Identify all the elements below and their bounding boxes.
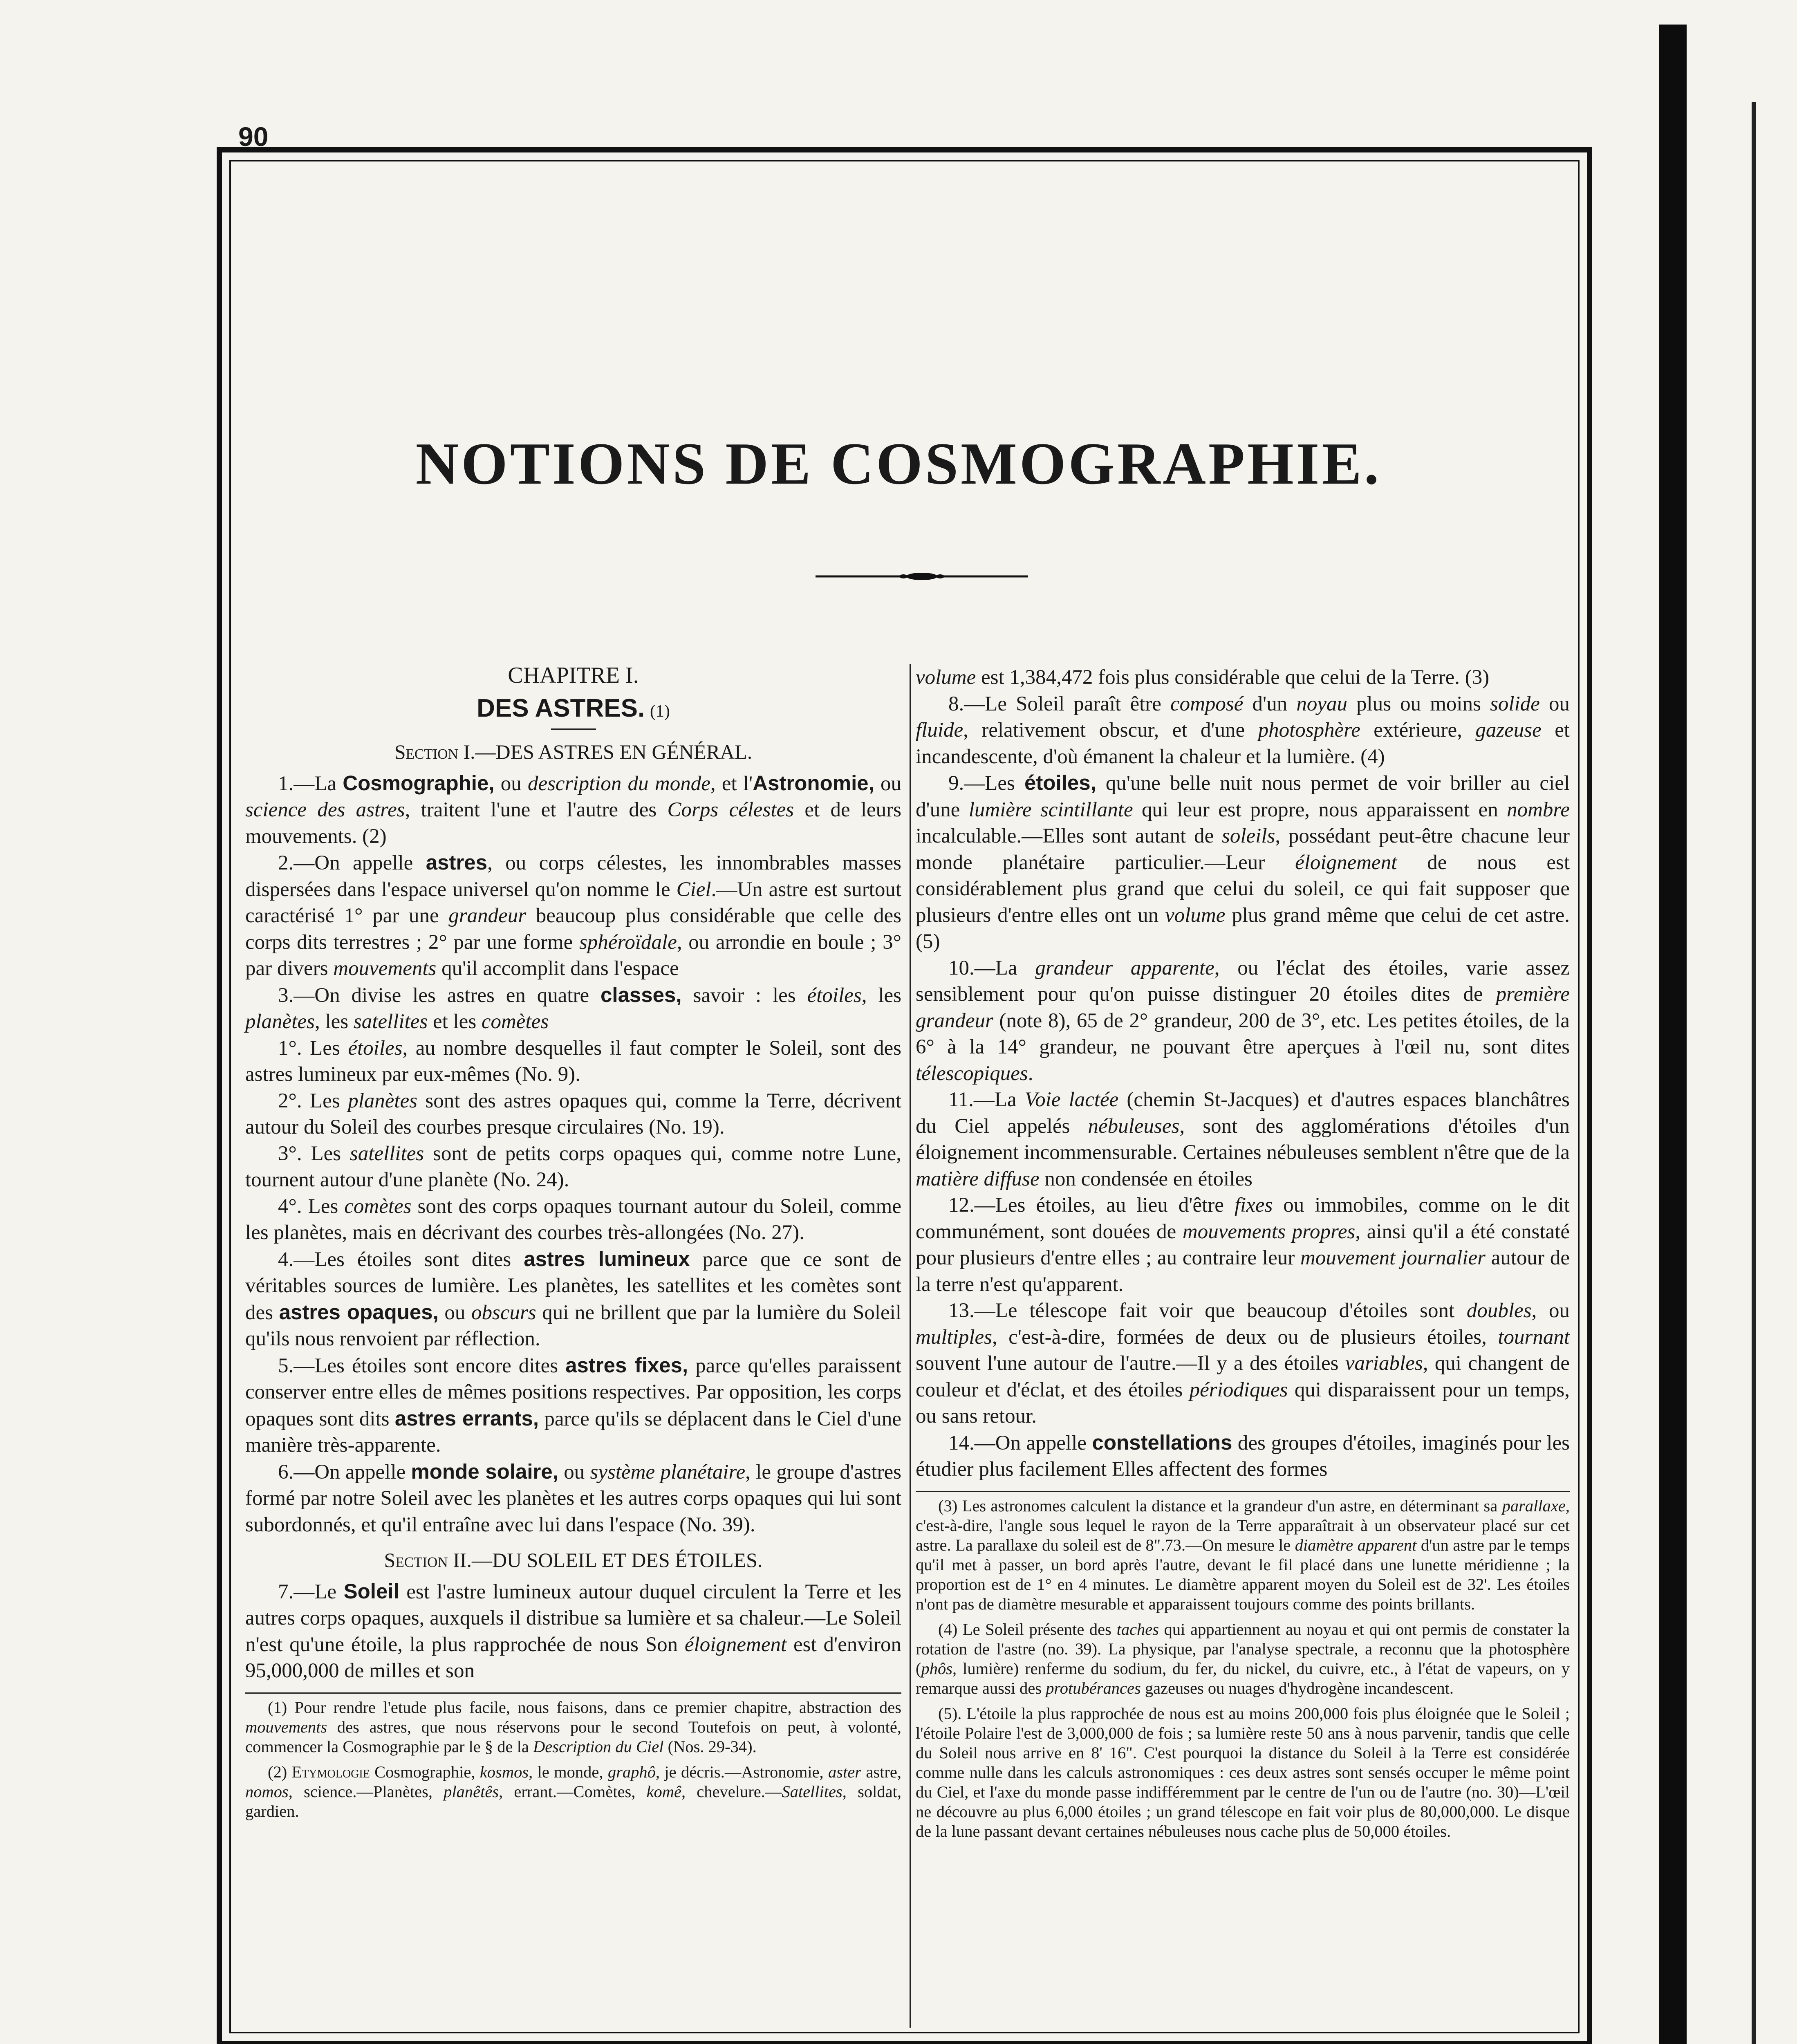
paragraph: 2°. Les planètes sont des astres opaques qui, comme la Terre, décrivent autour du Soleil des courbes presque circulaires (No. 19). xyxy=(245,1089,902,1139)
paragraph: 4°. Les comètes sont des corps opaques tournant autour du Soleil, comme les planètes, mais en décrivant des courbes très-allongées (No. 27). xyxy=(245,1195,901,1244)
chapter-title: DES ASTRES. (1) xyxy=(477,694,670,722)
paragraph: 2.—On appelle astres, ou corps célestes, les innombrables masses dispersées dans l'espace universel qu'on nomme le Ciel.—Un astre est surtout caractérisé 1° par une grandeur beaucoup plus considérable que celle des corps dits terrestres ; 2° par une forme sphéroïdale, ou arrondie en boule ; 3° par divers mouvements qu'il accomplit dans l'espace xyxy=(245,851,902,980)
paragraph: 13.—Le télescope fait voir que beaucoup d'étoiles sont doubles, ou multiples, c'est-à-dire, formées de deux ou de plusieurs étoiles, tournant souvent l'une autour de l'autre.—Il y a des étoiles variables, qui changent de couleur et d'éclat, et des étoiles périodiques qui disparaissent pour un temps, ou sans retour. xyxy=(916,1299,1570,1428)
paragraph: 6.—On appelle monde solaire, ou système planétaire, le groupe d'astres formé par notre Soleil avec les planètes et les autres corps opaques qui lui sont subordonnés, et qu'il entraîne avec lui dans l'espace (No. 39). xyxy=(245,1459,902,1536)
page-title: NOTIONS DE COSMOGRAPHIE. xyxy=(415,430,1382,497)
paragraph: 3°. Les satellites sont de petits corps opaques qui, comme notre Lune, tournent autour d'une planète (No. 24). xyxy=(245,1142,902,1191)
footnote-ref: (1) xyxy=(650,702,670,721)
footnote: (3) Les astronomes calculent la distance et la grandeur d'un astre, en déterminant sa parallaxe, c'est-à-dire, l'angle sous lequel le rayon de la Terre apparaîtrait à un observateur placé sur cet astre. La parallaxe du soleil est de 8".73.—On mesure le diamètre apparent d'un astre par le temps qu'il met à passer, un bord après l'autre, devant le fil placé dans une lunette méridienne ; la proportion est de 1° en 4 minutes. Le diamètre apparent moyen du Soleil est de 32'. Les étoiles n'ont pas de diamètre mesurable et apparaissent toujours comme des points brillants. xyxy=(916,1496,1570,1613)
paragraph: 12.—Les étoiles, au lieu d'être fixes ou immobiles, comme on le dit communément, sont douées de mouvements propres, ainsi qu'il a été constaté pour plusieurs d'entre elles ; au contraire leur mouvement journalier autour de la terre n'est qu'apparent. xyxy=(916,1194,1570,1296)
paragraph: 14.—On appelle constellations des groupes d'étoiles, imaginés pour les étudier plus facilement Elles affectent des formes xyxy=(916,1430,1570,1481)
adjacent-page-edge xyxy=(1659,25,1687,2044)
paragraph: 1.—La Cosmographie, ou description du monde, et l'Astronomie, ou science des astres, traitent l'une et l'autre des Corps célestes et de leurs mouvements. (2) xyxy=(245,771,902,848)
paragraph: 10.—La grandeur apparente, ou l'éclat des étoiles, varie assez sensiblement pour qu'on puisse distinguer 20 étoiles dites de première grandeur (note 8), 65 de 2° grandeur, 200 de 3°, etc. Les petites étoiles, de la 6° à la 14° grandeur, ne pouvant être aperçues à l'œil nu, sont dites télescopiques. xyxy=(916,956,1570,1085)
page-number: 90 xyxy=(238,121,269,152)
paragraph: 3.—On divise les astres en quatre classes, savoir : les étoiles, les planètes, les satellites et les comètes xyxy=(245,983,901,1033)
footnote: (4) Le Soleil présente des taches qui appartiennent au noyau et qui ont permis de constater la rotation de l'astre (no. 39). La physique, par l'analyse spectrale, a reconnu que la photosphère (phôs, lumière) renferme du sodium, du fer, du nickel, du cuivre, etc., à l'état de vapeurs, on y remarque aussi des protubérances gazeuses ou nuages d'hydrogène incandescent. xyxy=(916,1620,1570,1697)
paragraph: volume est 1,384,472 fois plus considérable que celui de la Terre. (3) xyxy=(916,666,1490,689)
title-ornament xyxy=(816,572,1028,580)
section-heading: Section II.—DU SOLEIL ET DES ÉTOILES. xyxy=(384,1549,763,1571)
footnote: (1) Pour rendre l'etude plus facile, nous faisons, dans ce premier chapitre, abstraction des mouvements des astres, que nous réservons pour le second Toutefois on peut, à volonté, commencer la Cosmographie par le § de la Description du Ciel (Nos. 29-34). xyxy=(245,1698,901,1756)
short-rule xyxy=(551,728,596,730)
footnote: (5). L'étoile la plus rapprochée de nous est au moins 200,000 fois plus éloignée que le Soleil ; l'étoile Polaire l'est de 3,000,000 de fois ; sa lumière reste 50 ans à nous parvenir, tandis que celle du Soleil nous arrive en 8' 16". C'est pourquoi la distance du Soleil à la Terre est considérée comme nulle dans les calculs astronomiques : ces deux astres sont sensés occuper le même point du Ciel, et l'axe du monde passe indifféremment par le centre de l'un ou de l'autre (no. 30)—L'œil ne découvre au plus 6,000 étoiles ; un grand télescope en fait voir plus de 80,000,000. Le disque de la lune passant devant certaines nébuleuses nous cache plus de 50,000 étoiles. xyxy=(916,1704,1570,1840)
paragraph: 1°. Les étoiles, au nombre desquelles il faut compter le Soleil, sont des astres lumineux par eux-mêmes (No. 9). xyxy=(245,1036,902,1086)
footnote: (2) Etymologie Cosmographie, kosmos, le monde, graphô, je décris.—Astronomie, aster astre, nomos, science.—Planètes, planêtês, errant.—Comètes, komê, chevelure.—Satellites, soldat, gardien. xyxy=(245,1762,901,1820)
footnote-rule xyxy=(245,1692,901,1694)
adjacent-page-border xyxy=(1752,102,1756,2044)
footnote-rule xyxy=(916,1491,1570,1492)
paragraph: 7.—Le Soleil est l'astre lumineux autour duquel circulent la Terre et les autres corps opaques, auxquels il distribue sa lumière et sa chaleur.—Le Soleil n'est qu'une étoile, la plus rapprochée de nous Son éloignement est d'environ 95,000,000 de milles et son xyxy=(245,1579,901,1682)
paragraph: 8.—Le Soleil paraît être composé d'un noyau plus ou moins solide ou fluide, relativement obscur, et d'une photosphère extérieure, gazeuse et incandescente, d'où émanent la chaleur et la lumière. (4) xyxy=(916,692,1570,768)
chapter-heading: CHAPITRE I. xyxy=(508,663,639,688)
right-column xyxy=(916,664,1570,1847)
left-column xyxy=(245,662,901,1827)
paragraph: 9.—Les étoiles, qu'une belle nuit nous permet de voir briller au ciel d'une lumière scintillante qui leur est propre, nous apparaissent en nombre incalculable.—Elles sont autant de soleils, possédant peut-être chacune leur monde planétaire particulier.—Leur éloignement de nous est considérablement plus grand que celui du soleil, ce qui fait supposer que plusieurs d'entre elles ont un volume plus grand même que celui de cet astre. (5) xyxy=(916,771,1570,953)
paragraph: 11.—La Voie lactée (chemin St-Jacques) et d'autres espaces blanchâtres du Ciel appelés nébuleuses, sont des agglomérations d'étoiles d'un éloignement incommensurable. Certaines nébuleuses semblent n'être que de la matière diffuse non condensée en étoiles xyxy=(916,1088,1570,1190)
section-heading: Section I.—DES ASTRES EN GÉNÉRAL. xyxy=(394,740,753,763)
column-divider xyxy=(910,664,911,2028)
paragraph: 5.—Les étoiles sont encore dites astres fixes, parce qu'elles paraissent conserver entre elles de mêmes positions respectives. Par opposition, les corps opaques sont dits astres errants, parce qu'ils se déplacent dans le Ciel d'une manière très-apparente. xyxy=(245,1353,902,1457)
paragraph: 4.—Les étoiles sont dites astres lumineux parce que ce sont de véritables sources de lumière. Les planètes, les satellites et les comètes sont des astres opaques, ou obscurs qui ne brillent que par la lumière du Soleil qu'ils nous renvoient par réflection. xyxy=(245,1247,902,1350)
